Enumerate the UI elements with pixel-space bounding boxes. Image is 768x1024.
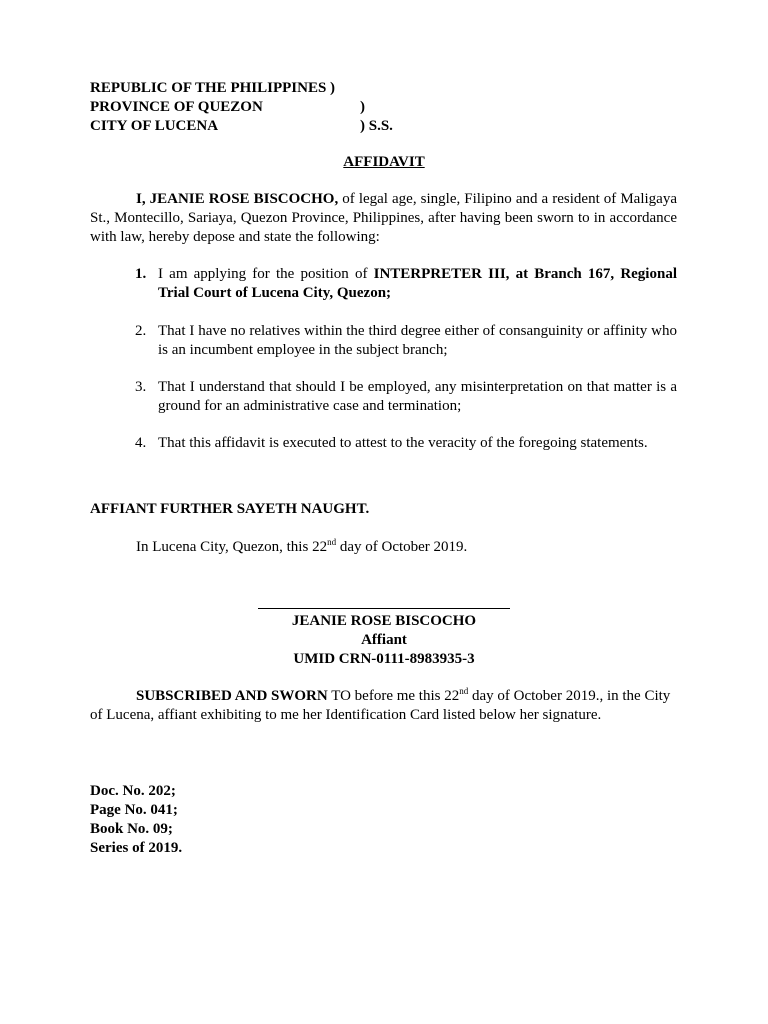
item-number-1: 1. bbox=[135, 266, 147, 282]
signature-block bbox=[258, 612, 510, 669]
series-year: Series of 2019. bbox=[90, 840, 183, 856]
notarial-doc-info bbox=[90, 782, 182, 858]
item-1-position: INTERPRETER III, at Branch 167, Regional Trial Court of Lucena City, Quezon; bbox=[158, 266, 677, 301]
list-item-1 bbox=[135, 265, 677, 303]
item-3-text: That I understand that should I be employed, any misinterpretation on that matter is a ground for an administrative case and termination; bbox=[158, 379, 677, 414]
venue-republic: REPUBLIC OF THE PHILIPPINES ) bbox=[90, 80, 336, 96]
list-item-3 bbox=[135, 378, 677, 416]
jurat-paragraph bbox=[90, 687, 677, 725]
item-number-4: 4. bbox=[135, 435, 147, 451]
jurat-pre: TO before me this 22 bbox=[327, 688, 460, 704]
item-4-text: That this affidavit is executed to attest to the veracity of the foregoing statements. bbox=[158, 435, 648, 451]
venue-block bbox=[90, 79, 490, 136]
venue-ss: ) S.S. bbox=[360, 118, 393, 134]
affiant-id: UMID CRN-0111-8983935-3 bbox=[293, 651, 475, 667]
venue-province-paren: ) bbox=[360, 99, 365, 115]
execution-date-line bbox=[136, 538, 467, 557]
further-sayeth: AFFIANT FURTHER SAYETH NAUGHT. bbox=[90, 501, 370, 517]
list-item-2 bbox=[135, 322, 677, 360]
document-title: AFFIDAVIT bbox=[343, 154, 425, 170]
item-1-text: I am applying for the position of bbox=[158, 266, 374, 282]
signature-line bbox=[258, 608, 510, 609]
venue-province: PROVINCE OF QUEZON bbox=[90, 99, 263, 115]
book-number: Book No. 09; bbox=[90, 821, 173, 837]
jurat-bold: SUBSCRIBED AND SWORN bbox=[136, 688, 328, 704]
item-number-3: 3. bbox=[135, 379, 147, 395]
date-ordinal: nd bbox=[327, 537, 337, 547]
date-post: day of October 2019. bbox=[336, 539, 468, 555]
item-2-text: That I have no relatives within the third degree either of consanguinity or affinity who is an incumbent employee in the subject branch; bbox=[158, 323, 677, 358]
date-pre: In Lucena City, Quezon, this 22 bbox=[136, 539, 328, 555]
jurat-post: day of October 2019., in the City of Lucena, affiant exhibiting to me her Identification Card listed below her signature. bbox=[90, 688, 671, 723]
jurat-ordinal: nd bbox=[459, 686, 469, 696]
intro-text: of legal age, single, Filipino and a resident of Maligaya St., Montecillo, Sariaya, Quezon Province, Philippines, after having been sworn to in accordance with law, hereby depose and state the following: bbox=[90, 191, 677, 245]
item-number-2: 2. bbox=[135, 323, 147, 339]
page-number: Page No. 041; bbox=[90, 802, 178, 818]
list-item-4 bbox=[135, 434, 677, 453]
intro-paragraph bbox=[90, 190, 677, 247]
venue-city: CITY OF LUCENA bbox=[90, 118, 219, 134]
affiant-role: Affiant bbox=[361, 632, 407, 648]
doc-number: Doc. No. 202; bbox=[90, 783, 176, 799]
affiant-name: JEANIE ROSE BISCOCHO bbox=[291, 613, 477, 629]
affiant-name-intro: I, JEANIE ROSE BISCOCHO, bbox=[136, 191, 339, 207]
